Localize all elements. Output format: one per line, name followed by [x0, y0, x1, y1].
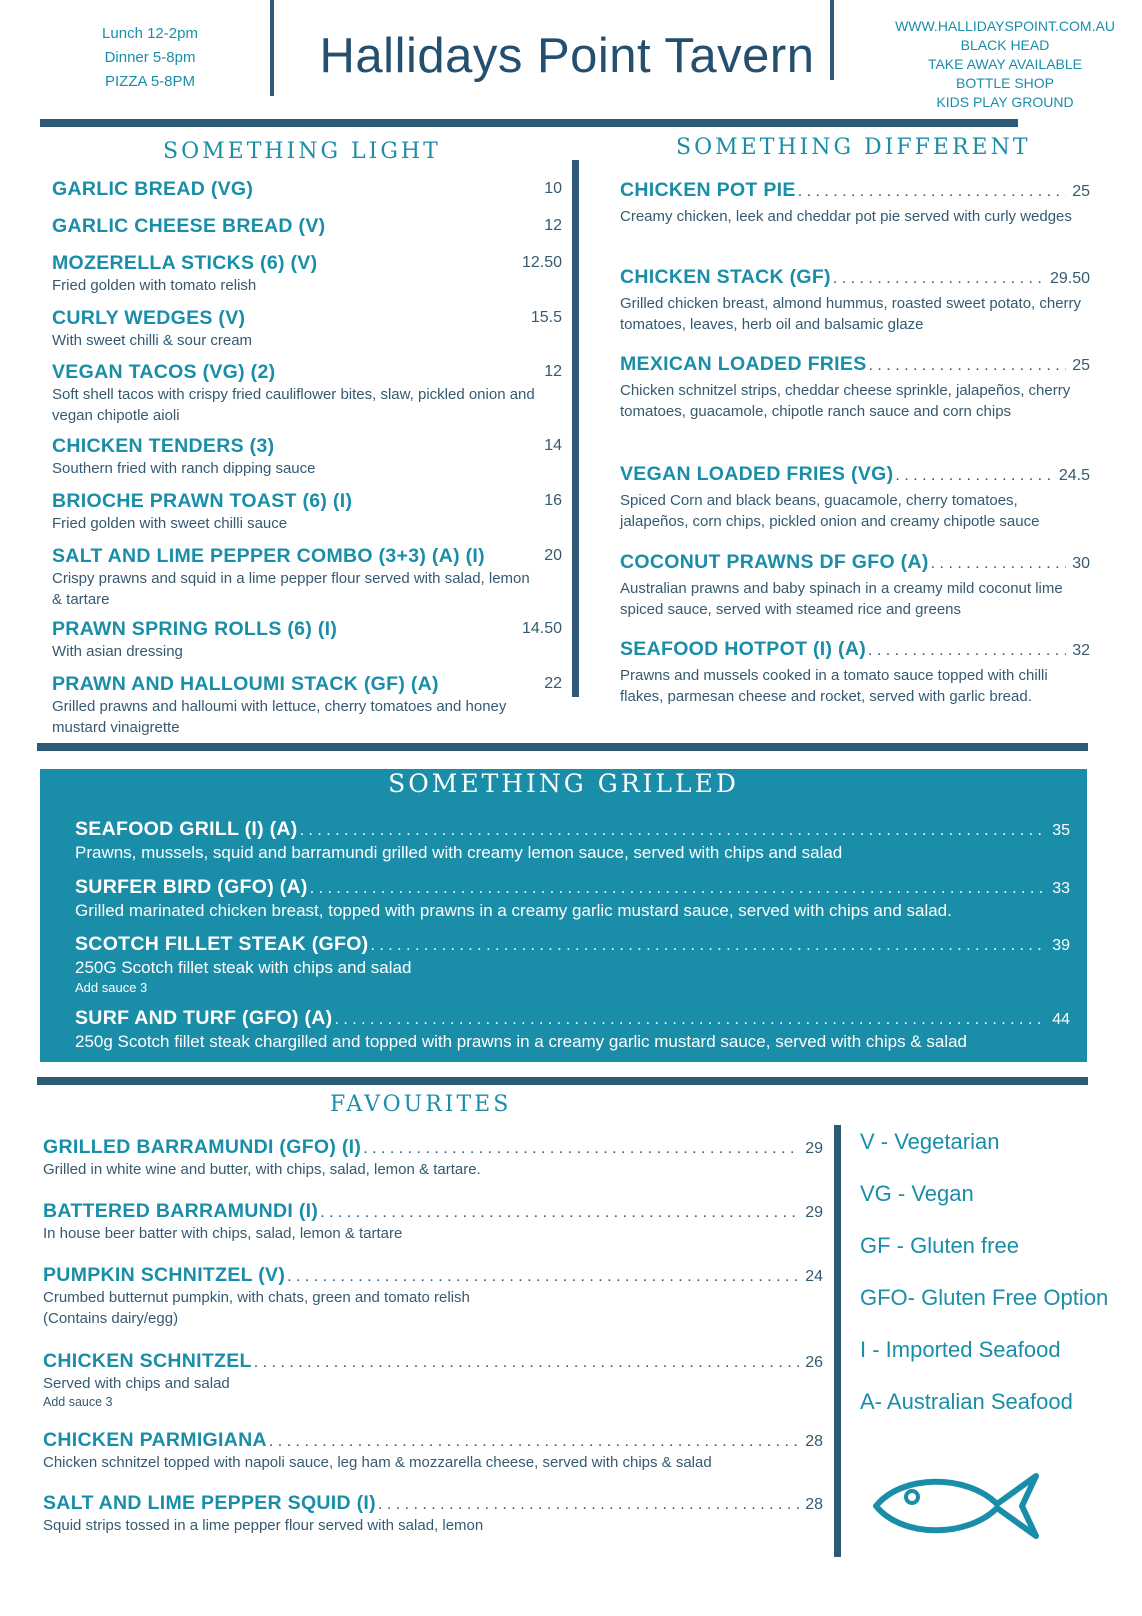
menu-item — [43, 1429, 823, 1473]
dot-leader — [254, 1354, 799, 1372]
hours-dinner: Dinner 5-8pm — [104, 49, 196, 66]
item-name: GRILLED BARRAMUNDI (GFO) (I) — [43, 1136, 362, 1158]
item-name: BRIOCHE PRAWN TOAST (6) (I) — [52, 490, 353, 512]
menu-item — [52, 435, 562, 479]
item-price: 28 — [805, 1496, 823, 1513]
item-price: 32 — [1072, 642, 1090, 659]
item-desc: Creamy chicken, leek and cheddar pot pie served with curly wedges — [620, 208, 1072, 225]
item-name: SALT AND LIME PEPPER SQUID (I) — [43, 1492, 376, 1514]
item-price: 30 — [1072, 555, 1090, 572]
item-price: 15.5 — [530, 309, 562, 326]
item-price: 24.5 — [1058, 467, 1090, 484]
item-desc: Chicken schnitzel topped with napoli sauce, leg ham & mozzarella cheese, served with chips & salad — [43, 1454, 712, 1471]
item-name: VEGAN TACOS (VG) (2) — [52, 361, 276, 383]
menu-item — [620, 179, 1090, 227]
menu-item — [52, 361, 562, 426]
item-price: 44 — [1052, 1011, 1070, 1028]
menu-item — [75, 933, 1070, 997]
menu-item — [43, 1264, 823, 1329]
item-price: 25 — [1072, 183, 1090, 200]
menu-item — [52, 673, 562, 738]
item-price: 12.50 — [521, 254, 562, 271]
dot-leader — [868, 642, 1066, 660]
menu-item — [620, 463, 1090, 532]
menu-item — [43, 1200, 823, 1244]
dot-leader — [931, 555, 1067, 573]
item-name: VEGAN LOADED FRIES (VG) — [620, 463, 894, 485]
item-price: 10 — [544, 180, 562, 197]
menu-item — [52, 252, 562, 296]
item-desc: Chicken schnitzel strips, cheddar cheese sprinkle, jalapeños, cherry tomatoes, guacamole, chipotle ranch sauce and corn chips — [620, 382, 1071, 420]
info-playground: KIDS PLAY GROUND — [936, 94, 1074, 110]
dietary-legend — [860, 1128, 1130, 1440]
menu-item — [52, 178, 562, 201]
dot-leader — [320, 1204, 799, 1222]
section-title-grilled: SOMETHING GRILLED — [388, 769, 739, 798]
item-price: 14.50 — [521, 620, 562, 637]
item-desc: Grilled marinated chicken breast, topped with prawns in a creamy garlic mustard sauce, served with chips and salad. — [75, 901, 952, 920]
opening-hours — [70, 22, 230, 94]
legend-vegan: VG - Vegan — [860, 1181, 974, 1206]
item-desc-extra: (Contains dairy/egg) — [43, 1310, 179, 1327]
item-desc: With asian dressing — [52, 643, 183, 660]
item-price: 24 — [805, 1268, 823, 1285]
website-link[interactable]: WWW.HALLIDAYSPOINT.COM.AU — [895, 18, 1115, 34]
item-note: Add sauce 3 — [75, 980, 148, 995]
dot-leader — [378, 1496, 799, 1514]
item-name: GARLIC CHEESE BREAD (V) — [52, 215, 326, 237]
menu-item — [43, 1136, 823, 1180]
section-rule — [37, 1077, 1088, 1085]
item-name: BATTERED BARRAMUNDI (I) — [43, 1200, 319, 1222]
dot-leader — [363, 1140, 799, 1158]
item-price: 26 — [805, 1354, 823, 1371]
item-name: CHICKEN PARMIGIANA — [43, 1429, 267, 1451]
item-name: CHICKEN POT PIE — [620, 179, 796, 201]
dot-leader — [798, 183, 1067, 201]
section-rule — [37, 743, 1088, 751]
item-price: 29 — [805, 1140, 823, 1157]
menu-item — [620, 638, 1090, 707]
item-desc: Spiced Corn and black beans, guacamole, cherry tomatoes, jalapeños, corn chips, pickled onion and creamy chipotle sauce — [620, 492, 1040, 530]
header-divider-right — [830, 0, 834, 80]
item-name: SCOTCH FILLET STEAK (GFO) — [75, 933, 369, 955]
section-title-light: SOMETHING LIGHT — [163, 139, 441, 164]
dot-leader — [287, 1268, 799, 1286]
item-price: 39 — [1052, 937, 1070, 954]
item-desc: Crispy prawns and squid in a lime pepper flour served with salad, lemon & tartare — [52, 570, 530, 608]
dot-leader — [300, 822, 1047, 840]
item-price: 14 — [544, 437, 562, 454]
item-price: 12 — [544, 363, 562, 380]
item-desc: Australian prawns and baby spinach in a creamy mild coconut lime spiced sauce, served with steamed rice and greens — [620, 580, 1063, 618]
item-name: SALT AND LIME PEPPER COMBO (3+3) (A) (I) — [52, 545, 485, 567]
legend-imported-seafood: I - Imported Seafood — [860, 1337, 1061, 1362]
menu-item — [52, 307, 562, 351]
item-name: MOZERELLA STICKS (6) (V) — [52, 252, 318, 274]
item-name: MEXICAN LOADED FRIES — [620, 353, 867, 375]
section-title-different: SOMETHING DIFFERENT — [676, 135, 1031, 160]
info-location: BLACK HEAD — [960, 37, 1050, 53]
item-price: 29 — [805, 1204, 823, 1221]
item-price: 28 — [805, 1433, 823, 1450]
item-price: 33 — [1052, 880, 1070, 897]
item-price: 35 — [1052, 822, 1070, 839]
item-price: 22 — [544, 675, 562, 692]
item-desc: 250g Scotch fillet steak chargilled and topped with prawns in a creamy garlic mustard sauce, served with chips & salad — [75, 1032, 968, 1051]
menu-item — [75, 818, 1070, 864]
item-name: SEAFOOD HOTPOT (I) (A) — [620, 638, 866, 660]
menu-item — [620, 353, 1090, 422]
legend-australian-seafood: A- Australian Seafood — [860, 1389, 1073, 1414]
item-name: SEAFOOD GRILL (I) (A) — [75, 818, 298, 840]
column-divider — [572, 160, 579, 697]
fish-icon — [872, 1470, 1042, 1542]
hours-pizza: PIZZA 5-8PM — [104, 73, 196, 90]
dot-leader — [334, 1011, 1046, 1029]
item-desc: Grilled chicken breast, almond hummus, roasted sweet potato, cherry tomatoes, leaves, herb oil and balsamic glaze — [620, 295, 1082, 333]
item-name: PRAWN SPRING ROLLS (6) (I) — [52, 618, 338, 640]
info-bottle-shop: BOTTLE SHOP — [955, 75, 1055, 91]
dot-leader — [370, 937, 1046, 955]
hours-lunch: Lunch 12-2pm — [102, 25, 198, 42]
item-name: CURLY WEDGES (V) — [52, 307, 246, 329]
item-name: COCONUT PRAWNS DF GFO (A) — [620, 551, 929, 573]
item-price: 16 — [544, 492, 562, 509]
item-desc: Served with chips and salad — [43, 1375, 230, 1392]
item-desc: Prawns and mussels cooked in a tomato sauce topped with chilli flakes, parmesan cheese and rocket, served with garlic bread. — [620, 667, 1048, 705]
menu-item — [52, 545, 562, 610]
item-desc: Fried golden with sweet chilli sauce — [52, 515, 288, 532]
dot-leader — [833, 270, 1044, 288]
grilled-section — [40, 769, 1087, 1062]
header-rule — [40, 119, 1018, 127]
menu-item — [620, 551, 1090, 620]
item-name: CHICKEN STACK (GF) — [620, 266, 831, 288]
dot-leader — [869, 357, 1067, 375]
item-name: PRAWN AND HALLOUMI STACK (GF) (A) — [52, 673, 439, 695]
item-desc: Grilled in white wine and butter, with chips, salad, lemon & tartare. — [43, 1161, 481, 1178]
item-price: 29.50 — [1049, 270, 1090, 287]
item-desc: Grilled prawns and halloumi with lettuce, cherry tomatoes and honey mustard vinaigrette — [52, 698, 507, 736]
item-desc: In house beer batter with chips, salad, lemon & tartare — [43, 1225, 403, 1242]
page-title: Hallidays Point Tavern — [319, 29, 815, 83]
item-desc: Soft shell tacos with crispy fried cauliflower bites, slaw, pickled onion and vegan chipotle aioli — [52, 386, 535, 424]
item-note: Add sauce 3 — [43, 1395, 113, 1409]
legend-gluten-free-option: GFO- Gluten Free Option — [860, 1285, 1109, 1310]
menu-item — [620, 266, 1090, 335]
menu-item — [52, 618, 562, 662]
menu-item — [75, 876, 1070, 922]
menu-item — [52, 490, 562, 534]
dot-leader — [895, 467, 1052, 485]
menu-item — [52, 215, 562, 238]
legend-gluten-free: GF - Gluten free — [860, 1233, 1019, 1258]
info-takeaway: TAKE AWAY AVAILABLE — [927, 56, 1083, 72]
item-desc: 250G Scotch fillet steak with chips and salad — [75, 958, 412, 977]
item-price: 12 — [544, 217, 562, 234]
item-desc: Southern fried with ranch dipping sauce — [52, 460, 316, 477]
item-desc: Squid strips tossed in a lime pepper flour served with salad, lemon — [43, 1517, 484, 1534]
item-name: SURFER BIRD (GFO) (A) — [75, 876, 308, 898]
item-desc: Crumbed butternut pumpkin, with chats, green and tomato relish — [43, 1289, 470, 1306]
section-title-favourites: FAVOURITES — [330, 1092, 512, 1117]
item-name: CHICKEN TENDERS (3) — [52, 435, 275, 457]
dot-leader — [310, 880, 1047, 898]
item-name: SURF AND TURF (GFO) (A) — [75, 1007, 333, 1029]
venue-info — [885, 17, 1125, 112]
header-divider-left — [270, 0, 274, 96]
item-desc: Prawns, mussels, squid and barramundi grilled with creamy lemon sauce, served with chips and salad — [75, 843, 843, 862]
legend-divider — [834, 1125, 841, 1557]
item-name: CHICKEN SCHNITZEL — [43, 1350, 252, 1372]
menu-item — [75, 1007, 1070, 1053]
item-name: PUMPKIN SCHNITZEL (V) — [43, 1264, 286, 1286]
menu-item — [43, 1350, 823, 1411]
item-price: 25 — [1072, 357, 1090, 374]
dot-leader — [269, 1433, 799, 1451]
item-price: 20 — [544, 547, 562, 564]
item-name: GARLIC BREAD (VG) — [52, 178, 254, 200]
item-desc: Fried golden with tomato relish — [52, 277, 257, 294]
menu-item — [43, 1492, 823, 1536]
item-desc: With sweet chilli & sour cream — [52, 332, 253, 349]
legend-vegetarian: V - Vegetarian — [860, 1129, 1000, 1154]
